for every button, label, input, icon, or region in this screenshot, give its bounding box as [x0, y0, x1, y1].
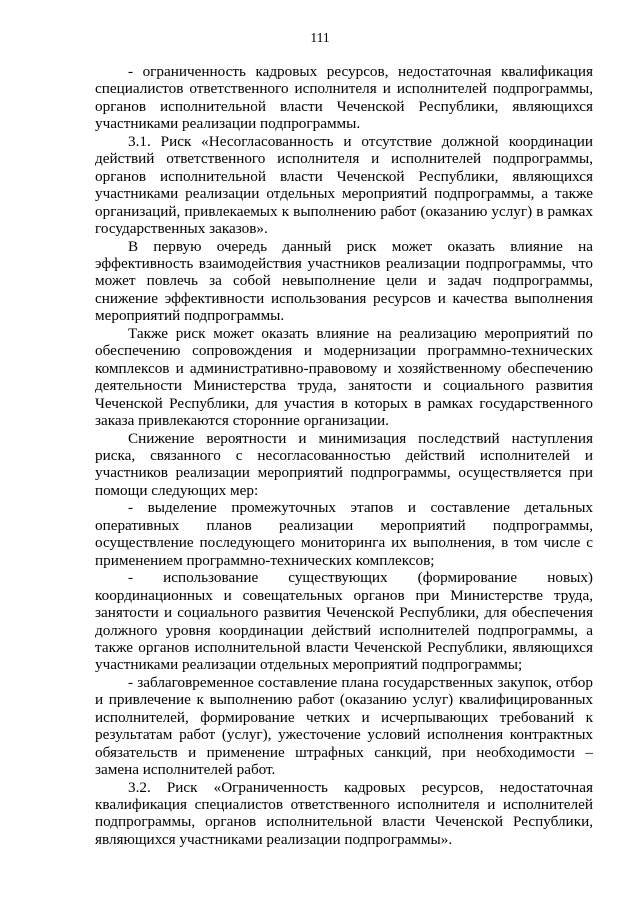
page-number: 111: [310, 30, 330, 45]
paragraph-risk-influence: Также риск может оказать влияние на реализацию мероприятий по обеспечению сопровождения и модернизации программно-технических комплексов и административно-правовому и хозяйственному обеспечению деятельности Министерства труда, занятости и социального развития Чеченской Республики, для участия в которых в рамках государственного заказа привлекаются сторонние организации.: [95, 324, 593, 430]
list-item-stages: - выделение промежуточных этапов и составление детальных оперативных планов реализации мероприятий подпрограммы, осуществление последующего мониторинга их выполнения, в том числе с применением программно-технических комплексов;: [95, 499, 593, 569]
document-body: [95, 63, 593, 848]
paragraph-risk-3-2: 3.2. Риск «Ограниченность кадровых ресурсов, недостаточная квалификация специалистов ответственного исполнителя и исполнителей подпрограммы, органов исполнительной власти Чеченской Республики, являющихся участниками реализации подпрограммы».: [95, 778, 593, 848]
paragraph-risk-3-1: 3.1. Риск «Несогласованность и отсутствие должной координации действий ответственного исполнителя и исполнителей подпрограммы, органов исполнительной власти Чеченской Республики, являющихся участниками реализации отдельных мероприятий подпрограммы, а также организаций, привлекаемых к выполнению работ (оказанию услуг) в рамках государственных заказов».: [95, 132, 593, 238]
paragraph-limited-resources: - ограниченность кадровых ресурсов, недостаточная квалификация специалистов ответственного исполнителя и исполнителей подпрограммы, органов исполнительной власти Чеченской Республики, являющихся участниками реализации подпрограммы.: [95, 63, 593, 133]
list-item-procurement: - заблаговременное составление плана государственных закупок, отбор и привлечение к выполнению работ (оказанию услуг) квалифицированных исполнителей, формирование четких и исчерпывающих требований к результатам работ (услуг), ужесточение условий исполнения контрактных обязательств и применение штрафных санкций, при необходимости – замена исполнителей работ.: [95, 673, 593, 779]
paragraph-risk-impact: В первую очередь данный риск может оказать влияние на эффективность взаимодействия участников реализации подпрограммы, что может повлечь за собой невыполнение цели и задач подпрограммы, снижение эффективности использования ресурсов и качества выполнения мероприятий подпрограммы.: [95, 237, 593, 325]
list-item-coordination: - использование существующих (формирование новых) координационных и совещательных органов при Министерстве труда, занятости и социального развития Чеченской Республики, для обеспечения должного уровня координации действий исполнителей подпрограммы, а также органов исполнительной власти Чеченской Республики, являющихся участниками реализации отдельных мероприятий подпрограммы;: [95, 569, 593, 674]
paragraph-mitigation-intro: Снижение вероятности и минимизация последствий наступления риска, связанного с несогласованностью действий исполнителей и участников реализации мероприятий подпрограммы, осуществляется при помощи следующих мер:: [95, 429, 593, 499]
